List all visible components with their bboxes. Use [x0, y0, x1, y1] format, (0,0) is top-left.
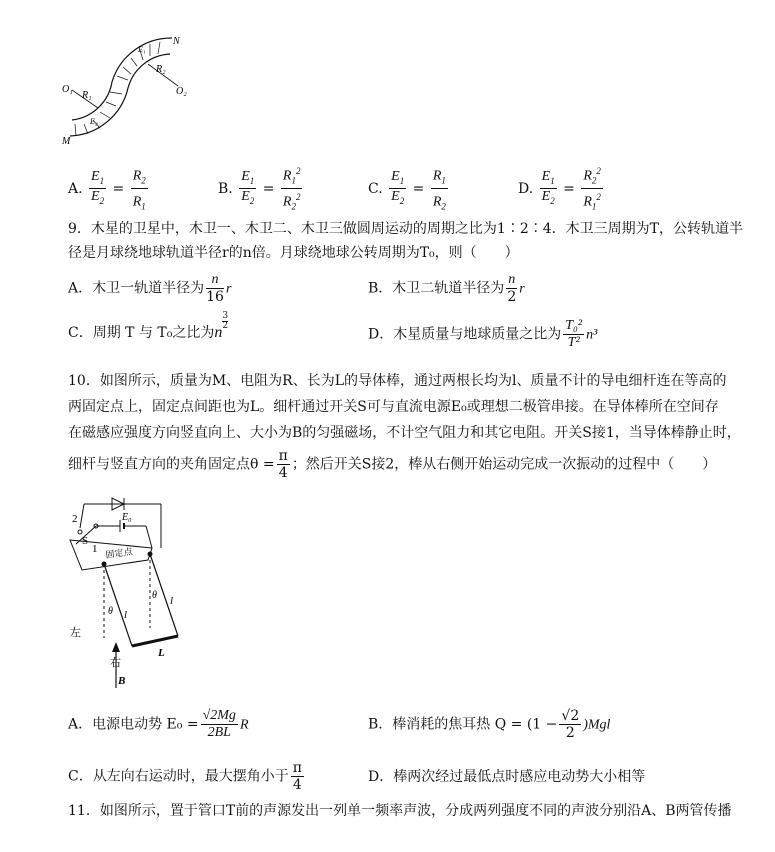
- q9-option-c-exp-den: 2: [222, 321, 229, 331]
- lhs-den: E: [391, 189, 400, 205]
- fig-label-1: 1: [92, 543, 98, 555]
- q10-stem-line4: [68, 448, 735, 481]
- lhs-num: E: [391, 168, 400, 184]
- rhs-num-sup: 2: [295, 166, 301, 176]
- rhs-den: R: [132, 195, 142, 211]
- fig-label-2: 2: [72, 513, 78, 525]
- q9-option-a-den: 16: [206, 289, 224, 305]
- q9-option-c-base: n: [214, 324, 223, 341]
- rhs-den: R: [432, 195, 442, 211]
- q10-option-a-tail: R: [239, 717, 249, 733]
- rhs-num: R: [132, 168, 142, 184]
- lhs-den-sub: 2: [399, 196, 405, 207]
- q10-stem-line4-a: 细杆与竖直方向的夹角固定点θ =: [68, 456, 275, 473]
- q11-stem-line1: 11．如图所示，置于管口T前的声源发出一列单一频率声波，分成两列强度不同的声波分别沿A、B两管传播: [68, 803, 732, 819]
- lhs-den-sub: 2: [550, 196, 555, 207]
- label-E1: E₁: [138, 45, 146, 54]
- field-hatching: [75, 42, 160, 136]
- label-O1: O₁: [62, 84, 73, 95]
- q8-option-d[interactable]: D. $\frac{E_1}{E_2}$ = $\frac{R_2^2}{R_1^2}$: [518, 163, 605, 215]
- option-letter: A.: [68, 180, 83, 197]
- q9-option-d[interactable]: [368, 318, 597, 351]
- q9-option-c-text: C．周期 T 与 T₀之比为: [68, 325, 215, 341]
- label-O2: O₂: [176, 86, 187, 97]
- rhs-den-sub: 2: [441, 201, 446, 212]
- rhs-num-sub: 1: [291, 175, 296, 186]
- lhs-num-sub: 1: [249, 175, 255, 186]
- q9-option-c[interactable]: [68, 311, 229, 342]
- fig-label-B: B: [118, 675, 126, 687]
- option-letter: B.: [218, 180, 233, 197]
- lower-arc-outer: [70, 88, 128, 136]
- option-letter: C.: [368, 180, 383, 197]
- fig-label-l-left: l: [124, 609, 128, 621]
- q10-option-c[interactable]: [68, 760, 306, 793]
- label-R1: R₁: [82, 90, 92, 101]
- q10-option-b-tail: )Mgl: [583, 717, 611, 733]
- lower-arc-inner: [72, 82, 112, 120]
- q9-option-d-den: T²: [567, 335, 580, 350]
- rhs-den: R: [282, 195, 292, 211]
- q10-option-a-num: √2Mg: [202, 708, 236, 723]
- b-field-arrow-icon: [112, 642, 120, 652]
- q10-option-c-den: 4: [292, 777, 302, 793]
- q9-option-b-den: 2: [507, 289, 517, 305]
- q9-option-b-tail: r: [519, 281, 525, 297]
- lhs-den: E: [91, 189, 100, 205]
- rhs-den-sub: 2: [291, 201, 296, 212]
- rhs-den-sub: 1: [141, 201, 146, 212]
- q9-option-a-text: A．木卫一轨道半径为: [68, 280, 205, 297]
- lhs-num-sub: 1: [99, 175, 105, 186]
- fig-label-left: 左: [70, 627, 81, 639]
- q10-stem-line4-b: ；然后开关S接2，棒从右侧开始运动完成一次振动的过程中（ ）: [291, 456, 717, 473]
- label-R2: R₂: [156, 64, 166, 75]
- q10-option-c-num: π: [292, 760, 302, 776]
- rhs-num-sub: 2: [591, 175, 597, 186]
- lhs-num-sub: 1: [399, 175, 405, 186]
- q10-option-b-den: 2: [565, 725, 575, 741]
- q10-option-a-den: 2BL: [207, 725, 231, 740]
- fig-label-theta-left: θ: [108, 606, 113, 617]
- q9-option-b-text: B．木卫二轨道半径为: [368, 280, 505, 297]
- rhs-den: R: [583, 195, 592, 211]
- q10-stem-line3: 在磁感应强度方向竖直向上、大小为B的匀强磁场，不计空气阻力和其它电阻。开关S接1，当导体棒静止时，: [68, 425, 741, 441]
- label-N: N: [173, 36, 180, 47]
- fig-label-right: 右: [110, 657, 121, 669]
- switch-contact-2: [78, 530, 82, 534]
- q8-option-b[interactable]: B. $\frac{E_1}{E_2}$ = $\frac{R_1^2}{R_2^2}$: [218, 163, 304, 215]
- lhs-num: E: [241, 168, 250, 184]
- q10-figure: [66, 488, 196, 693]
- rhs-num: R: [282, 168, 292, 184]
- q9-option-d-text: D．木星质量与地球质量之比为: [368, 326, 562, 343]
- fig-label-theta-right: θ: [152, 590, 157, 601]
- q10-stem-angle-den: 4: [278, 465, 288, 481]
- q8-option-c[interactable]: C. $\frac{E_1}{E_2}$ = $\frac{R_1}{R_2}$: [368, 163, 450, 215]
- q9-stem-line1: 9．木星的卫星中，木卫一、木卫二、木卫三做圆周运动的周期之比为1∶2∶4．木卫三周期为T，公转轨道半: [68, 221, 743, 237]
- q10-option-d[interactable]: D．棒两次经过最低点时感应电动势大小相等: [368, 769, 646, 785]
- q9-option-c-exp-num: 3: [222, 311, 229, 321]
- q9-option-a-num: n: [206, 272, 224, 289]
- q9-stem-line2: 径是月球绕地球轨道半径r的n倍。月球绕地球公转周期为T₀，则（ ）: [68, 245, 519, 261]
- fig-label-l-right: l: [170, 595, 174, 607]
- q9-option-a[interactable]: [68, 272, 231, 305]
- fig-label-E0: E₀: [122, 512, 132, 523]
- option-letter: D.: [518, 180, 534, 197]
- rod-left: [104, 564, 132, 646]
- fig-label-L: L: [158, 647, 165, 659]
- q10-option-a[interactable]: [68, 708, 249, 741]
- q10-option-b-num: √2: [561, 708, 580, 724]
- label-E2: E₂: [90, 117, 98, 126]
- q10-option-b-text: B．棒消耗的焦耳热 Q = (1 −: [368, 716, 558, 733]
- q8-option-a[interactable]: A. $\frac{E_1}{E_2}$ = $\frac{R_2}{R_1}$: [68, 163, 150, 215]
- lhs-num-sub: 1: [550, 175, 555, 186]
- q9-option-d-tail: n³: [586, 327, 598, 343]
- fig-label-S: S: [82, 535, 89, 547]
- q9-option-a-tail: r: [225, 281, 232, 297]
- q10-option-c-text: C．从左向右运动时，最大摆角小于: [68, 768, 289, 785]
- q9-option-d-num: T₀²: [565, 318, 583, 333]
- q10-option-a-text: A．电源电动势 E₀ =: [68, 716, 199, 733]
- rhs-num-sub: 2: [141, 175, 146, 186]
- lhs-den: E: [241, 189, 250, 205]
- rhs-num: R: [432, 168, 442, 184]
- rhs-num-sub: 1: [441, 175, 446, 186]
- q10-stem-line2: 两固定点上，固定点间距也为L。细杆通过开关S可与直流电源E₀或理想二极管串接。在导体棒所在空间存: [68, 399, 719, 415]
- q8-figure: [60, 20, 210, 150]
- q9-option-b-num: n: [508, 272, 516, 287]
- conductor-bar-L: [132, 636, 178, 646]
- lhs-den: E: [541, 189, 551, 205]
- lhs-den-sub: 2: [99, 196, 105, 207]
- lhs-num: E: [541, 168, 551, 184]
- rhs-den-sup: 2: [295, 192, 301, 203]
- q10-option-b[interactable]: [368, 708, 610, 741]
- rhs-num: R: [583, 168, 592, 184]
- rhs-den-sub: 1: [591, 201, 597, 212]
- rhs-den-sup: 2: [596, 192, 601, 203]
- q10-stem-line1: 10．如图所示，质量为M、电阻为R、长为L的导体棒，通过两根长均为l、质量不计的导电细杆连在等高的: [68, 373, 727, 389]
- label-M: M: [62, 136, 71, 147]
- rhs-num-sup: 2: [596, 166, 601, 176]
- fig-label-fixed-point: 固定点: [104, 546, 134, 560]
- q9-option-b[interactable]: [368, 272, 525, 305]
- lhs-num: E: [91, 168, 100, 184]
- lhs-den-sub: 2: [249, 196, 255, 207]
- q10-stem-angle-num: π: [278, 448, 288, 464]
